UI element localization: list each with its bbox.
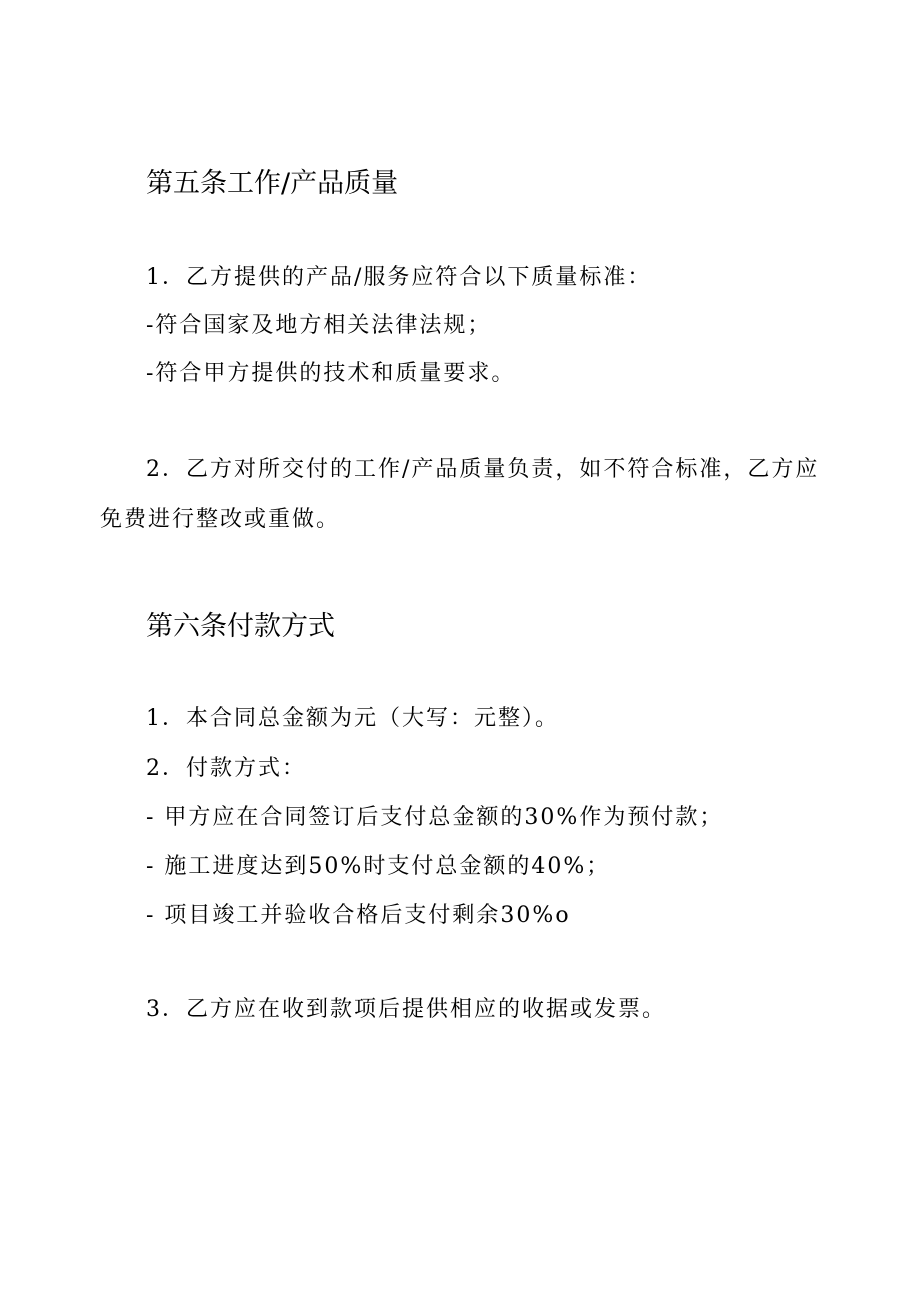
- section5-heading: 第五条工作/产品质量: [146, 168, 399, 199]
- section5-bullet1: -符合国家及地方相关法律法规；: [146, 313, 492, 338]
- section5-bullet2: -符合甲方提供的技术和质量要求。: [146, 361, 516, 386]
- section6-bullet2: - 施工进度达到50%时支付总金额的40%；: [146, 854, 611, 879]
- section6-heading: 第六条付款方式: [146, 611, 335, 642]
- section6-item3: 3．乙方应在收到款项后提供相应的收据或发票。: [146, 997, 666, 1022]
- section6-bullet1: - 甲方应在合同签订后支付总金额的30%作为预付款；: [146, 805, 724, 830]
- section6-item2: 2．付款方式：: [146, 756, 306, 781]
- section5-item2-line2: 免费进行整改或重做。: [100, 507, 341, 532]
- section5-item1: 1．乙方提供的产品/服务应符合以下质量标准：: [146, 265, 652, 290]
- section6-bullet3: - 项目竣工并验收合格后支付剩余30%o: [146, 903, 571, 928]
- section5-item2-line1: 2．乙方对所交付的工作/产品质量负责，如不符合标准，乙方应: [146, 457, 820, 482]
- section6-item1: 1．本合同总金额为元（大写：元整）。: [146, 706, 559, 731]
